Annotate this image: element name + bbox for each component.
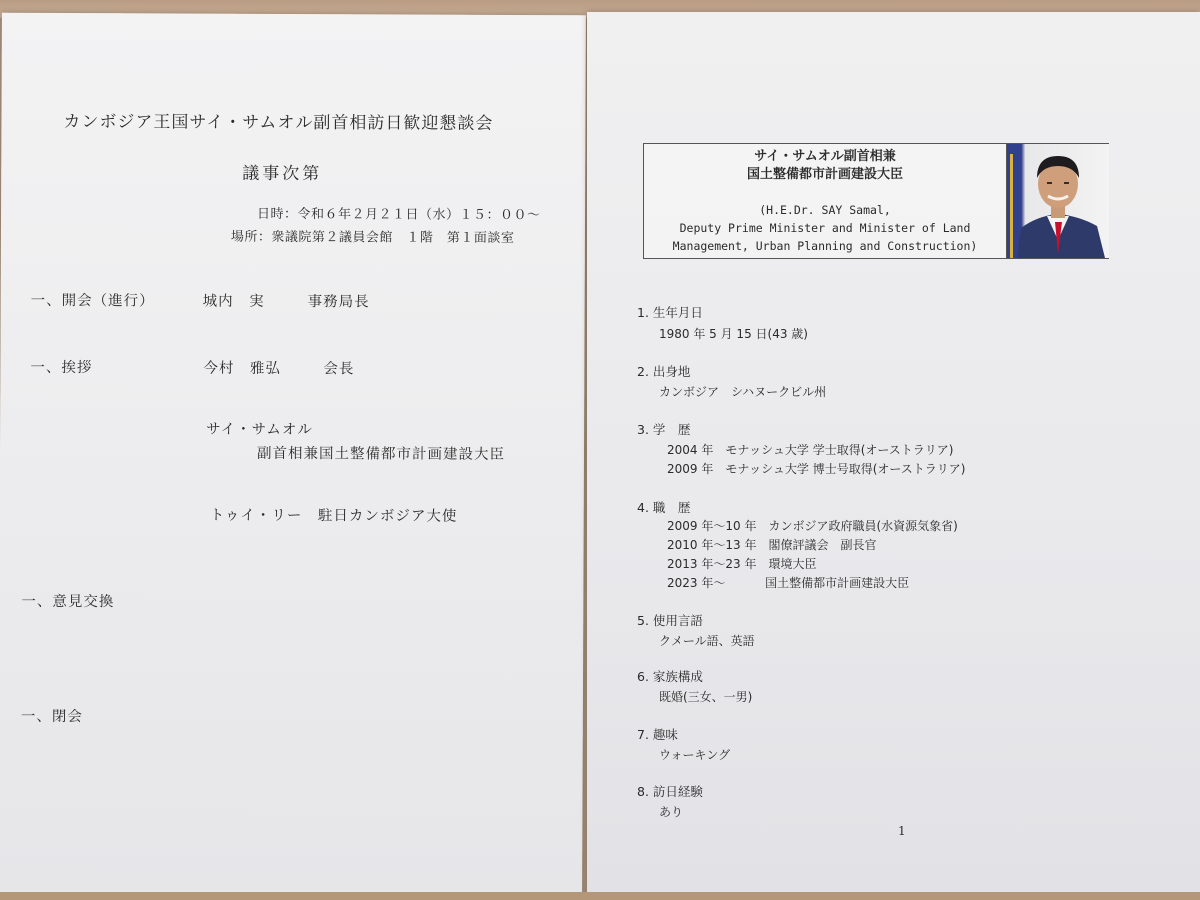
agenda-ambassador: トゥイ・リー 駐日カンボジア大使 [209,507,458,525]
section-career-heading: 4. 職 歴 [637,500,691,515]
section-education-item-1: 2004 年 モナッシュ大学 学士取得(オーストラリア) [667,443,954,457]
profile-title-en-3: Management, Urban Planning and Construction) [672,239,978,253]
section-languages-item: クメール語、英語 [659,634,755,648]
profile-title-en-2: Deputy Prime Minister and Minister of Land [679,221,971,235]
section-family-heading: 6. 家族構成 [637,669,703,684]
section-hobby-heading: 7. 趣味 [637,727,678,742]
portrait-illustration [1007,144,1109,258]
agenda-opening-role: 事務局長 [307,294,370,311]
section-languages-heading: 5. 使用言語 [637,613,703,628]
section-hobby-item: ウォーキング [659,748,731,762]
agenda-opening-label: 一、開会（進行） [30,292,155,310]
document-title: カンボジア王国サイ・サムオル副首相訪日歓迎懇談会 [63,111,494,134]
section-education-heading: 3. 学 歴 [637,422,691,437]
section-career-item-4: 2023 年～ 国土整備都市計画建設大臣 [667,576,910,590]
section-birthdate-item: 1980 年 5 月 15 日(43 歳) [659,327,808,341]
document-subtitle: 議事次第 [242,163,323,185]
profile-title-en-1: (H.E.Dr. SAY Samal, [759,203,891,217]
agenda-speaker-name: サイ・サムオル [206,421,313,439]
section-birthplace-heading: 2. 出身地 [637,364,691,379]
profile-title-jp-2: 国土整備都市計画建設大臣 [746,167,903,182]
section-birthdate-heading: 1. 生年月日 [637,305,703,320]
section-family-item: 既婚(三女、一男) [659,690,753,704]
section-education-item-2: 2009 年 モナッシュ大学 博士号取得(オーストラリア) [667,462,966,476]
agenda-greeting-role: 会長 [323,361,355,378]
section-career-item-2: 2010 年～13 年 閣僚評議会 副長官 [667,538,877,552]
section-birthplace-item: カンボジア シハヌークビル州 [659,385,827,399]
profile-title-jp-1: サイ・サムオル副首相兼 [754,149,896,164]
agenda-greeting-label: 一、挨拶 [30,359,93,377]
profile-page [587,12,1200,896]
meeting-date: 日時：令和６年２月２１日（水）１５：００～ [257,206,541,224]
page-number: 1 [898,824,906,838]
agenda-closing-label: 一、閉会 [20,708,83,726]
agenda-greeting-name: 今村 雅弘 [203,360,281,377]
agenda-exchange-label: 一、意見交換 [21,593,115,611]
profile-header-text [644,144,1006,255]
section-career-item-3: 2013 年～23 年 環境大臣 [667,557,817,571]
section-career-item-1: 2009 年～10 年 カンボジア政府職員(水資源気象省) [667,519,958,533]
meeting-place: 場所：衆議院第２議員会館 １階 第１面談室 [230,229,515,246]
agenda-page [0,13,586,896]
desk-surface-bottom [0,892,1200,900]
section-japan-visit-item: あり [659,805,684,819]
portrait-photo [1006,144,1109,258]
section-japan-visit-heading: 8. 訪日経験 [637,784,703,799]
agenda-speaker-role: 副首相兼国土整備都市計画建設大臣 [256,445,506,463]
profile-header-box [643,143,1109,259]
agenda-opening-name: 城内 実 [202,293,265,310]
